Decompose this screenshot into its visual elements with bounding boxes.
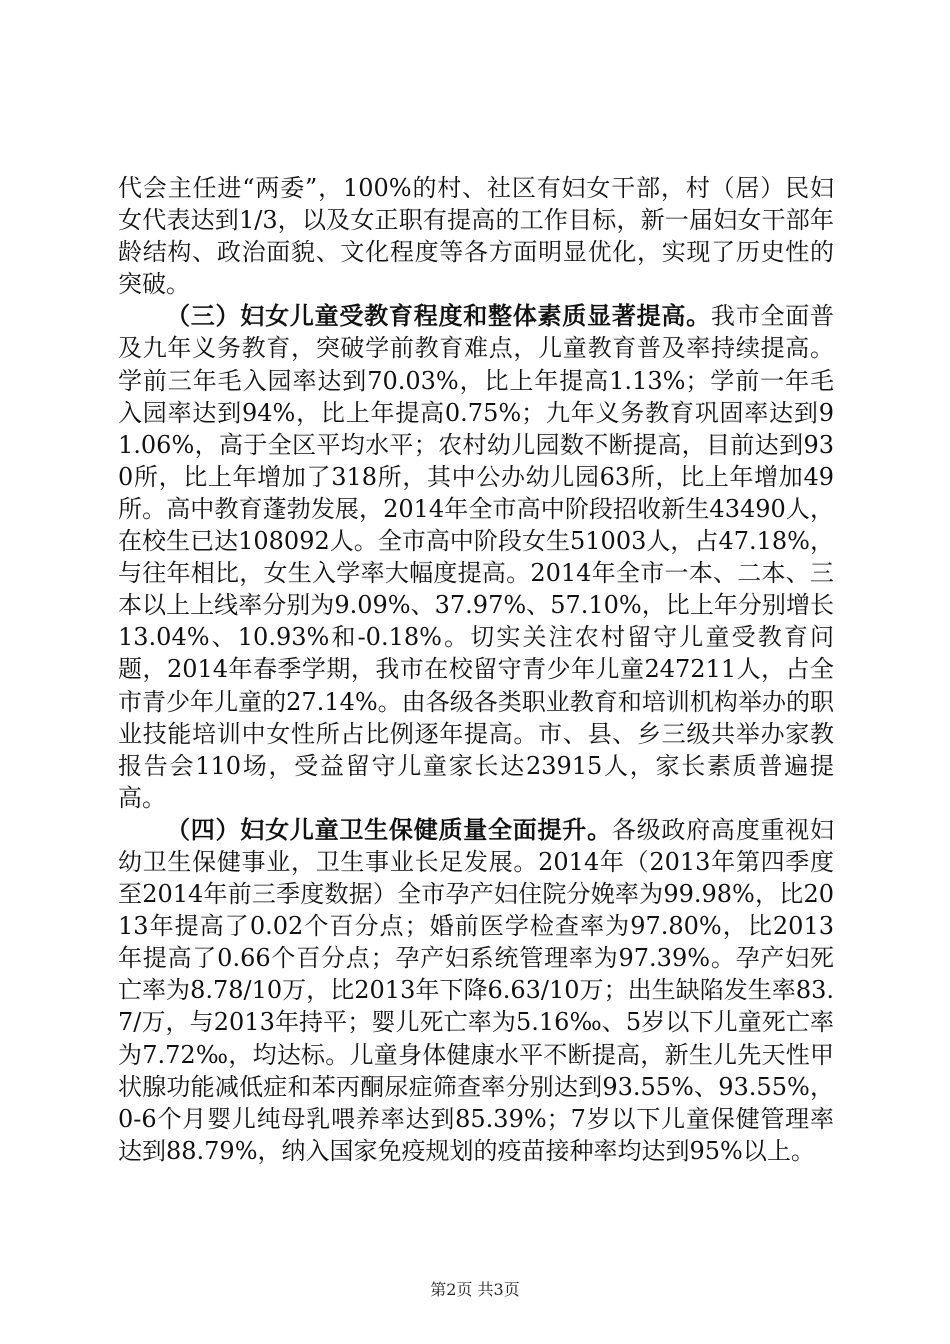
body-text: [118, 172, 834, 1167]
paragraph-heading: （四）妇女儿童卫生保健质量全面提升。: [166, 815, 612, 844]
paragraph-continuation: [118, 172, 834, 300]
paragraph-health: [118, 814, 834, 1167]
page-footer: [0, 1277, 950, 1300]
paragraph-text: 我市全面普及九年义务教育，突破学前教育难点，儿童教育普及率持续提高。学前三年毛入园率达到70.03%，比上年提高1.13%；学前一年毛入园率达到94%，比上年提高0.75%；九年义务教育巩固率达到91.06%，高于全区平均水平；农村幼儿园数不断提高，目前达到930所，比上年增加了318所，其中公办幼儿园63所，比上年增加49所。高中教育蓬勃发展，2014年全市高中阶段招收新生43490人，在校生已达108092人。全市高中阶段女生51003人，占47.18%，与往年相比，女生入学率大幅度提高。2014年全市一本、二本、三本以上上线率分别为9.09%、37.97%、57.10%，比上年分别增长13.04%、10.93%和-0.18%。切实关注农村留守儿童受教育问题，2014年春季学期，我市在校留守青少年儿童247211人，占全市青少年儿童的27.14%。由各级各类职业教育和培训机构举办的职业技能培训中女性所占比例逐年提高。市、县、乡三级共举办家教报告会110场，受益留守儿童家长达23915人，家长素质普遍提高。: [118, 302, 834, 812]
paragraph-text: 代会主任进“两委”，100%的村、社区有妇女干部，村（居）民妇女代表达到1/3，以及女正职有提高的工作目标，新一届妇女干部年龄结构、政治面貌、文化程度等各方面明显优化，实现了历史性的突破。: [118, 174, 834, 299]
page-number: 第2页 共3页: [430, 1280, 520, 1299]
paragraph-education: [118, 300, 834, 814]
paragraph-heading: （三）妇女儿童受教育程度和整体素质显著提高。: [166, 302, 711, 331]
paragraph-text: 各级政府高度重视妇幼卫生保健事业，卫生事业长足发展。2014年（2013年第四季度至2014年前三季度数据）全市孕产妇住院分娩率为99.98%，比2013年提高了0.02个百分点；婚前医学检查率为97.80%，比2013年提高了0.66个百分点；孕产妇系统管理率为97.39%。孕产妇死亡率为8.78/10万，比2013年下降6.63/10万；出生缺陷发生率83.7/万，与2013年持平；婴儿死亡率为5.16‰、5岁以下儿童死亡率为7.72‰，均达标。儿童身体健康水平不断提高，新生儿先天性甲状腺功能减低症和苯丙酮尿症筛查率分别达到93.55%、93.55%，0-6个月婴儿纯母乳喂养率达到85.39%；7岁以下儿童保健管理率达到88.79%，纳入国家免疫规划的疫苗接种率均达到95%以上。: [118, 815, 835, 1165]
